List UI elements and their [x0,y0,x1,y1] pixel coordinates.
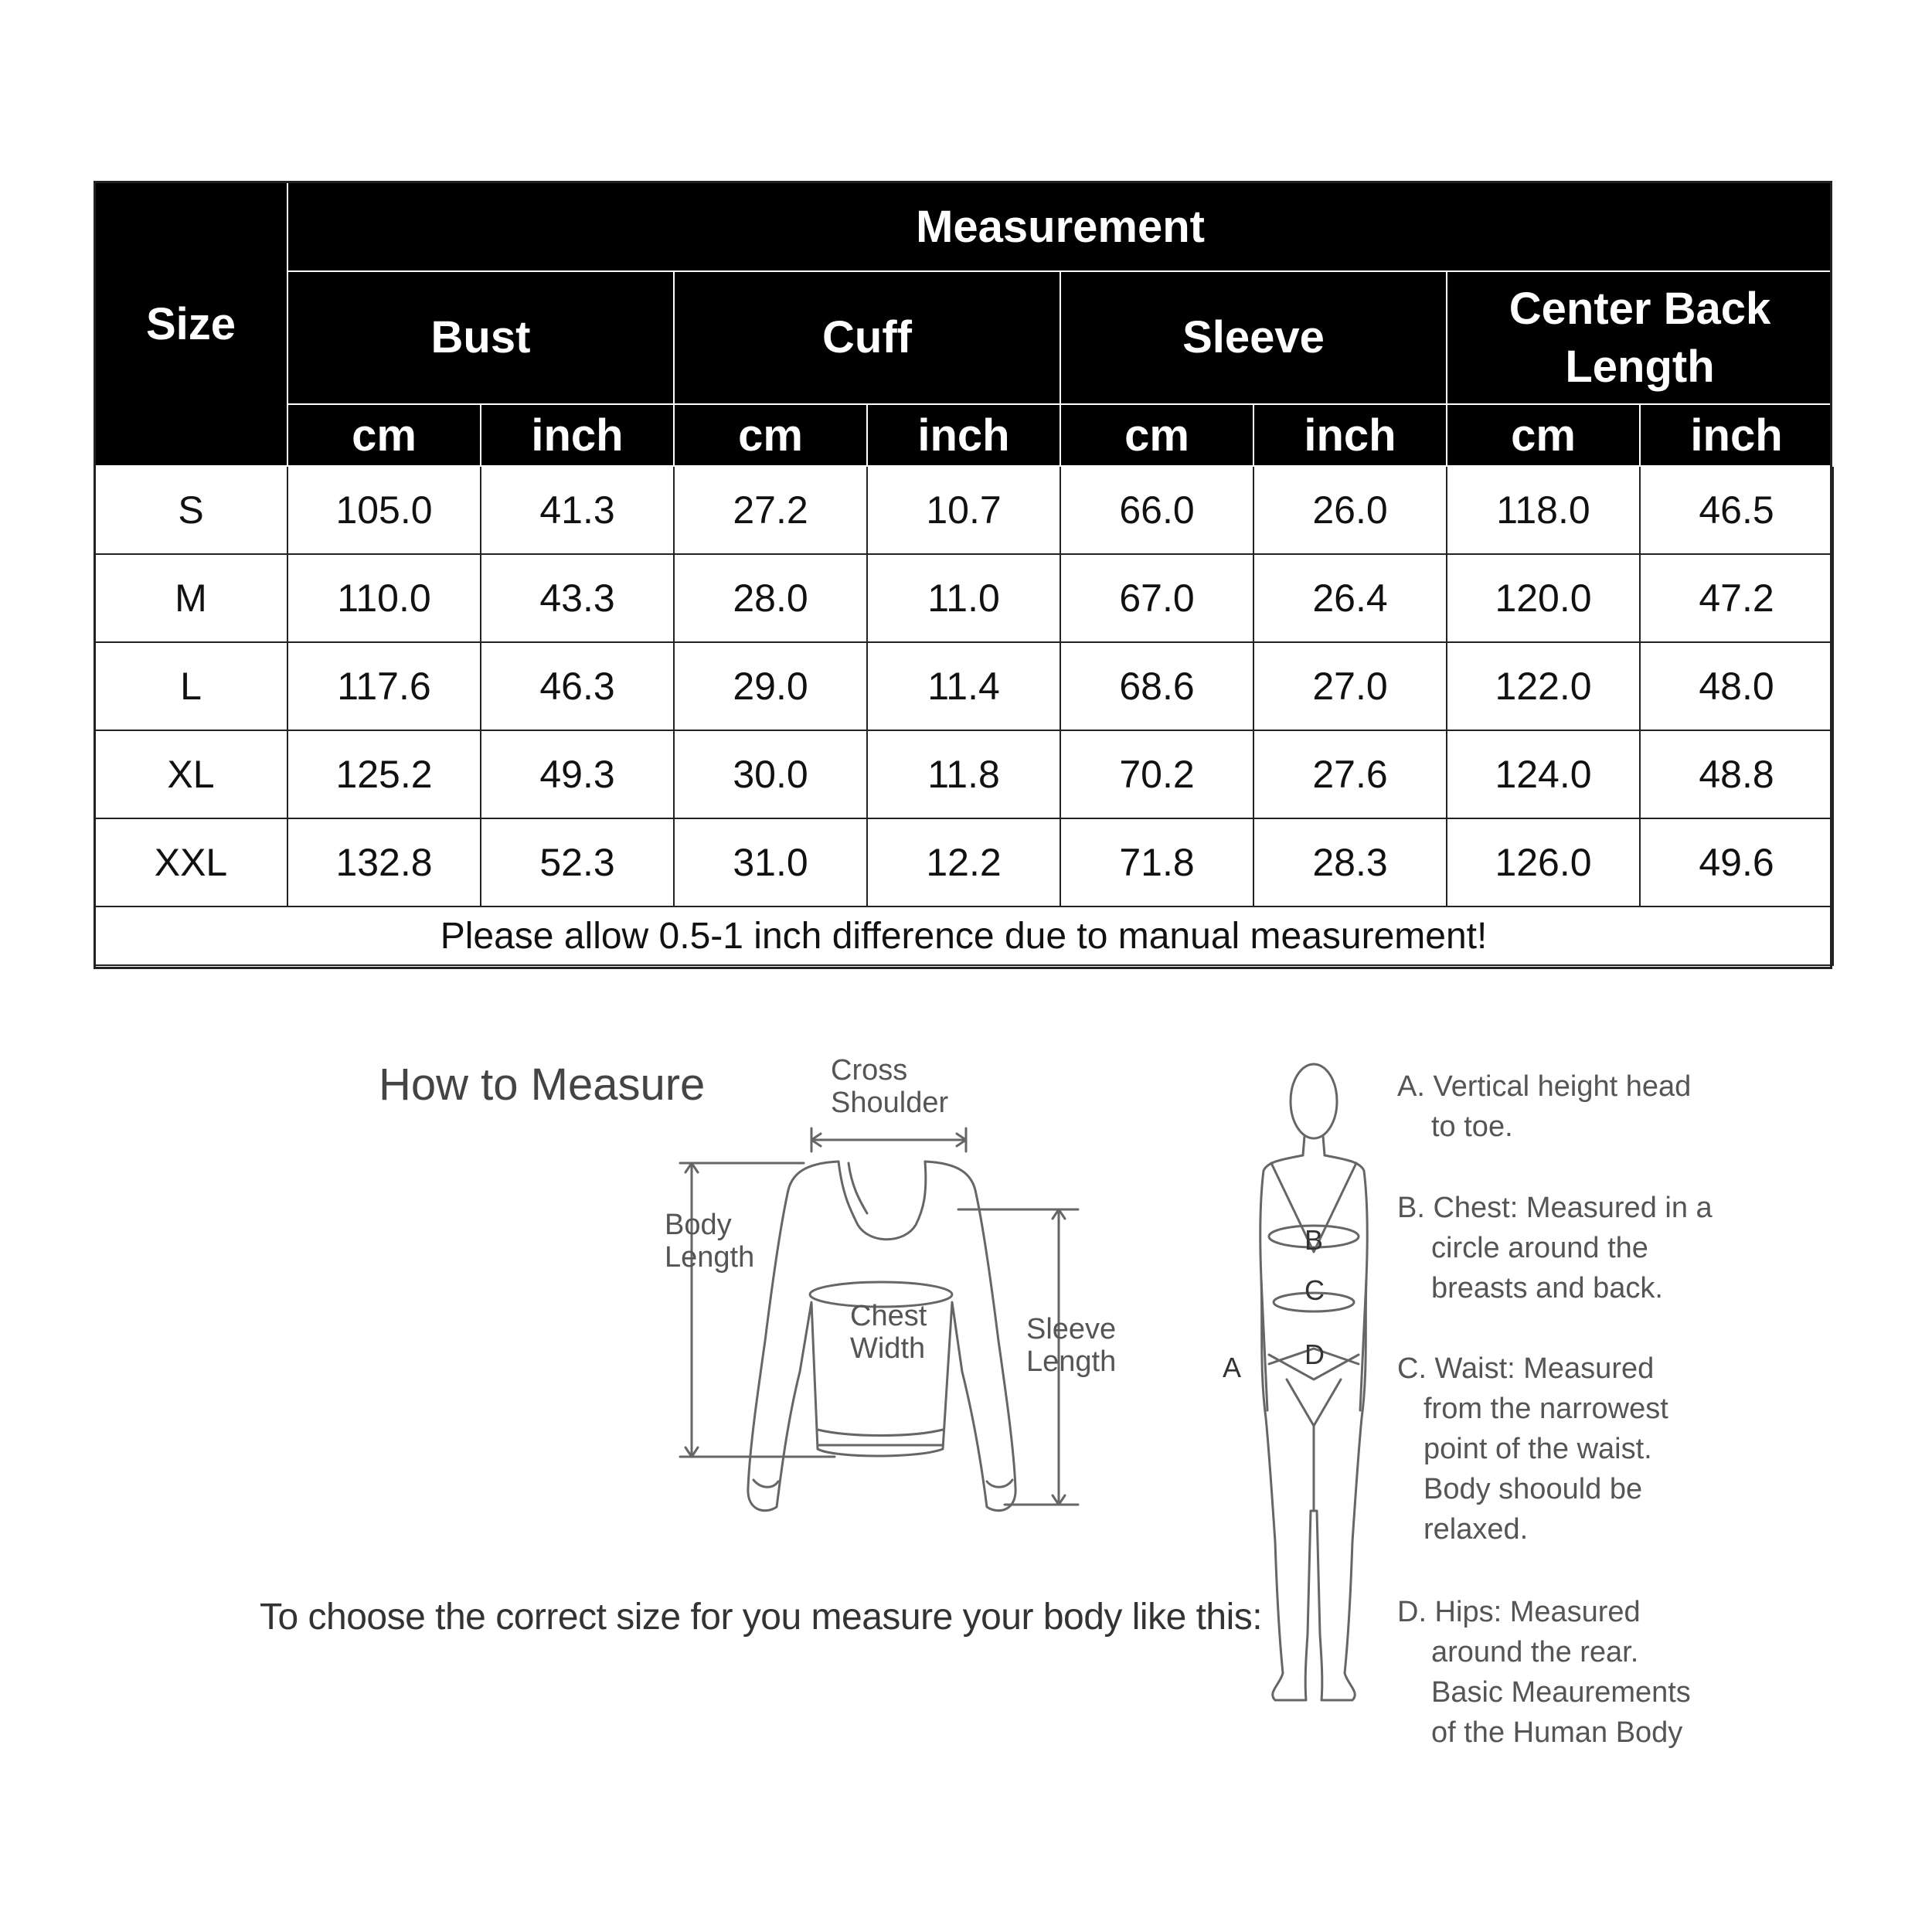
value-cell: 11.0 [867,554,1060,642]
value-cell: 26.0 [1253,466,1447,554]
body-marker-c: C [1304,1274,1325,1306]
unit-header: inch [1640,404,1833,466]
unit-header: cm [1447,404,1640,466]
cross-shoulder-label: Cross Shoulder [831,1054,949,1119]
value-cell: 120.0 [1447,554,1640,642]
table-row [94,554,1833,642]
unit-header: inch [1253,404,1447,466]
unit-header: cm [287,404,481,466]
value-cell: 46.3 [481,642,674,730]
size-header: Size [94,182,287,466]
unit-header: cm [1060,404,1253,466]
value-cell: 49.6 [1640,818,1833,906]
value-cell: 26.4 [1253,554,1447,642]
value-cell: 66.0 [1060,466,1253,554]
value-cell: 11.8 [867,730,1060,818]
value-cell: 124.0 [1447,730,1640,818]
value-cell: 31.0 [674,818,867,906]
choose-size-instruction: To choose the correct size for you measure your body like this: [260,1597,1263,1638]
value-cell: 110.0 [287,554,481,642]
body-length-label: Body Length [665,1209,755,1274]
value-cell: 117.6 [287,642,481,730]
group-header-center-back-length: Center Back Length [1447,271,1833,404]
table-row [94,730,1833,818]
value-cell: 48.0 [1640,642,1833,730]
value-cell: 125.2 [287,730,481,818]
body-marker-a: A [1223,1352,1242,1383]
size-chart-table [94,181,1834,966]
value-cell: 10.7 [867,466,1060,554]
body-marker-b: B [1304,1224,1324,1256]
value-cell: 30.0 [674,730,867,818]
value-cell: 71.8 [1060,818,1253,906]
size-cell: M [94,554,287,642]
value-cell: 43.3 [481,554,674,642]
chest-width-label: Chest Width [850,1300,927,1365]
group-header-bust: Bust [287,271,674,404]
value-cell: 47.2 [1640,554,1833,642]
desc-b: B. Chest: Measured in a circle around the breasts and back. [1397,1192,1713,1304]
size-cell: L [94,642,287,730]
body-marker-d: D [1304,1338,1325,1370]
measurement-note: Please allow 0.5-1 inch difference due to manual measurement! [94,906,1833,965]
value-cell: 48.8 [1640,730,1833,818]
value-cell: 29.0 [674,642,867,730]
size-cell: XL [94,730,287,818]
value-cell: 105.0 [287,466,481,554]
value-cell: 27.0 [1253,642,1447,730]
value-cell: 49.3 [481,730,674,818]
table-row [94,642,1833,730]
value-cell: 126.0 [1447,818,1640,906]
value-cell: 68.6 [1060,642,1253,730]
table-row [94,466,1833,554]
value-cell: 46.5 [1640,466,1833,554]
value-cell: 28.3 [1253,818,1447,906]
value-cell: 41.3 [481,466,674,554]
group-header-sleeve: Sleeve [1060,271,1447,404]
size-cell: XXL [94,818,287,906]
size-cell: S [94,466,287,554]
how-to-measure-title: How to Measure [379,1060,706,1110]
sleeve-length-label: Sleeve Length [1026,1313,1117,1378]
unit-header: cm [674,404,867,466]
value-cell: 28.0 [674,554,867,642]
value-cell: 27.6 [1253,730,1447,818]
value-cell: 52.3 [481,818,674,906]
desc-c: C. Waist: Measured from the narrowest point of the waist. Body shoould be relaxed. [1397,1352,1668,1546]
desc-d: D. Hips: Measured around the rear. Basic Meaurements of the Human Body [1397,1596,1691,1749]
value-cell: 132.8 [287,818,481,906]
value-cell: 118.0 [1447,466,1640,554]
group-header-cuff: Cuff [674,271,1060,404]
desc-a: A. Vertical height head to toe. [1397,1070,1692,1143]
value-cell: 67.0 [1060,554,1253,642]
unit-header: inch [481,404,674,466]
value-cell: 70.2 [1060,730,1253,818]
value-cell: 122.0 [1447,642,1640,730]
table-row [94,818,1833,906]
human-body-diagram-icon [1206,1047,1391,1727]
unit-header: inch [867,404,1060,466]
value-cell: 12.2 [867,818,1060,906]
measurement-header: Measurement [287,182,1833,271]
value-cell: 11.4 [867,642,1060,730]
value-cell: 27.2 [674,466,867,554]
